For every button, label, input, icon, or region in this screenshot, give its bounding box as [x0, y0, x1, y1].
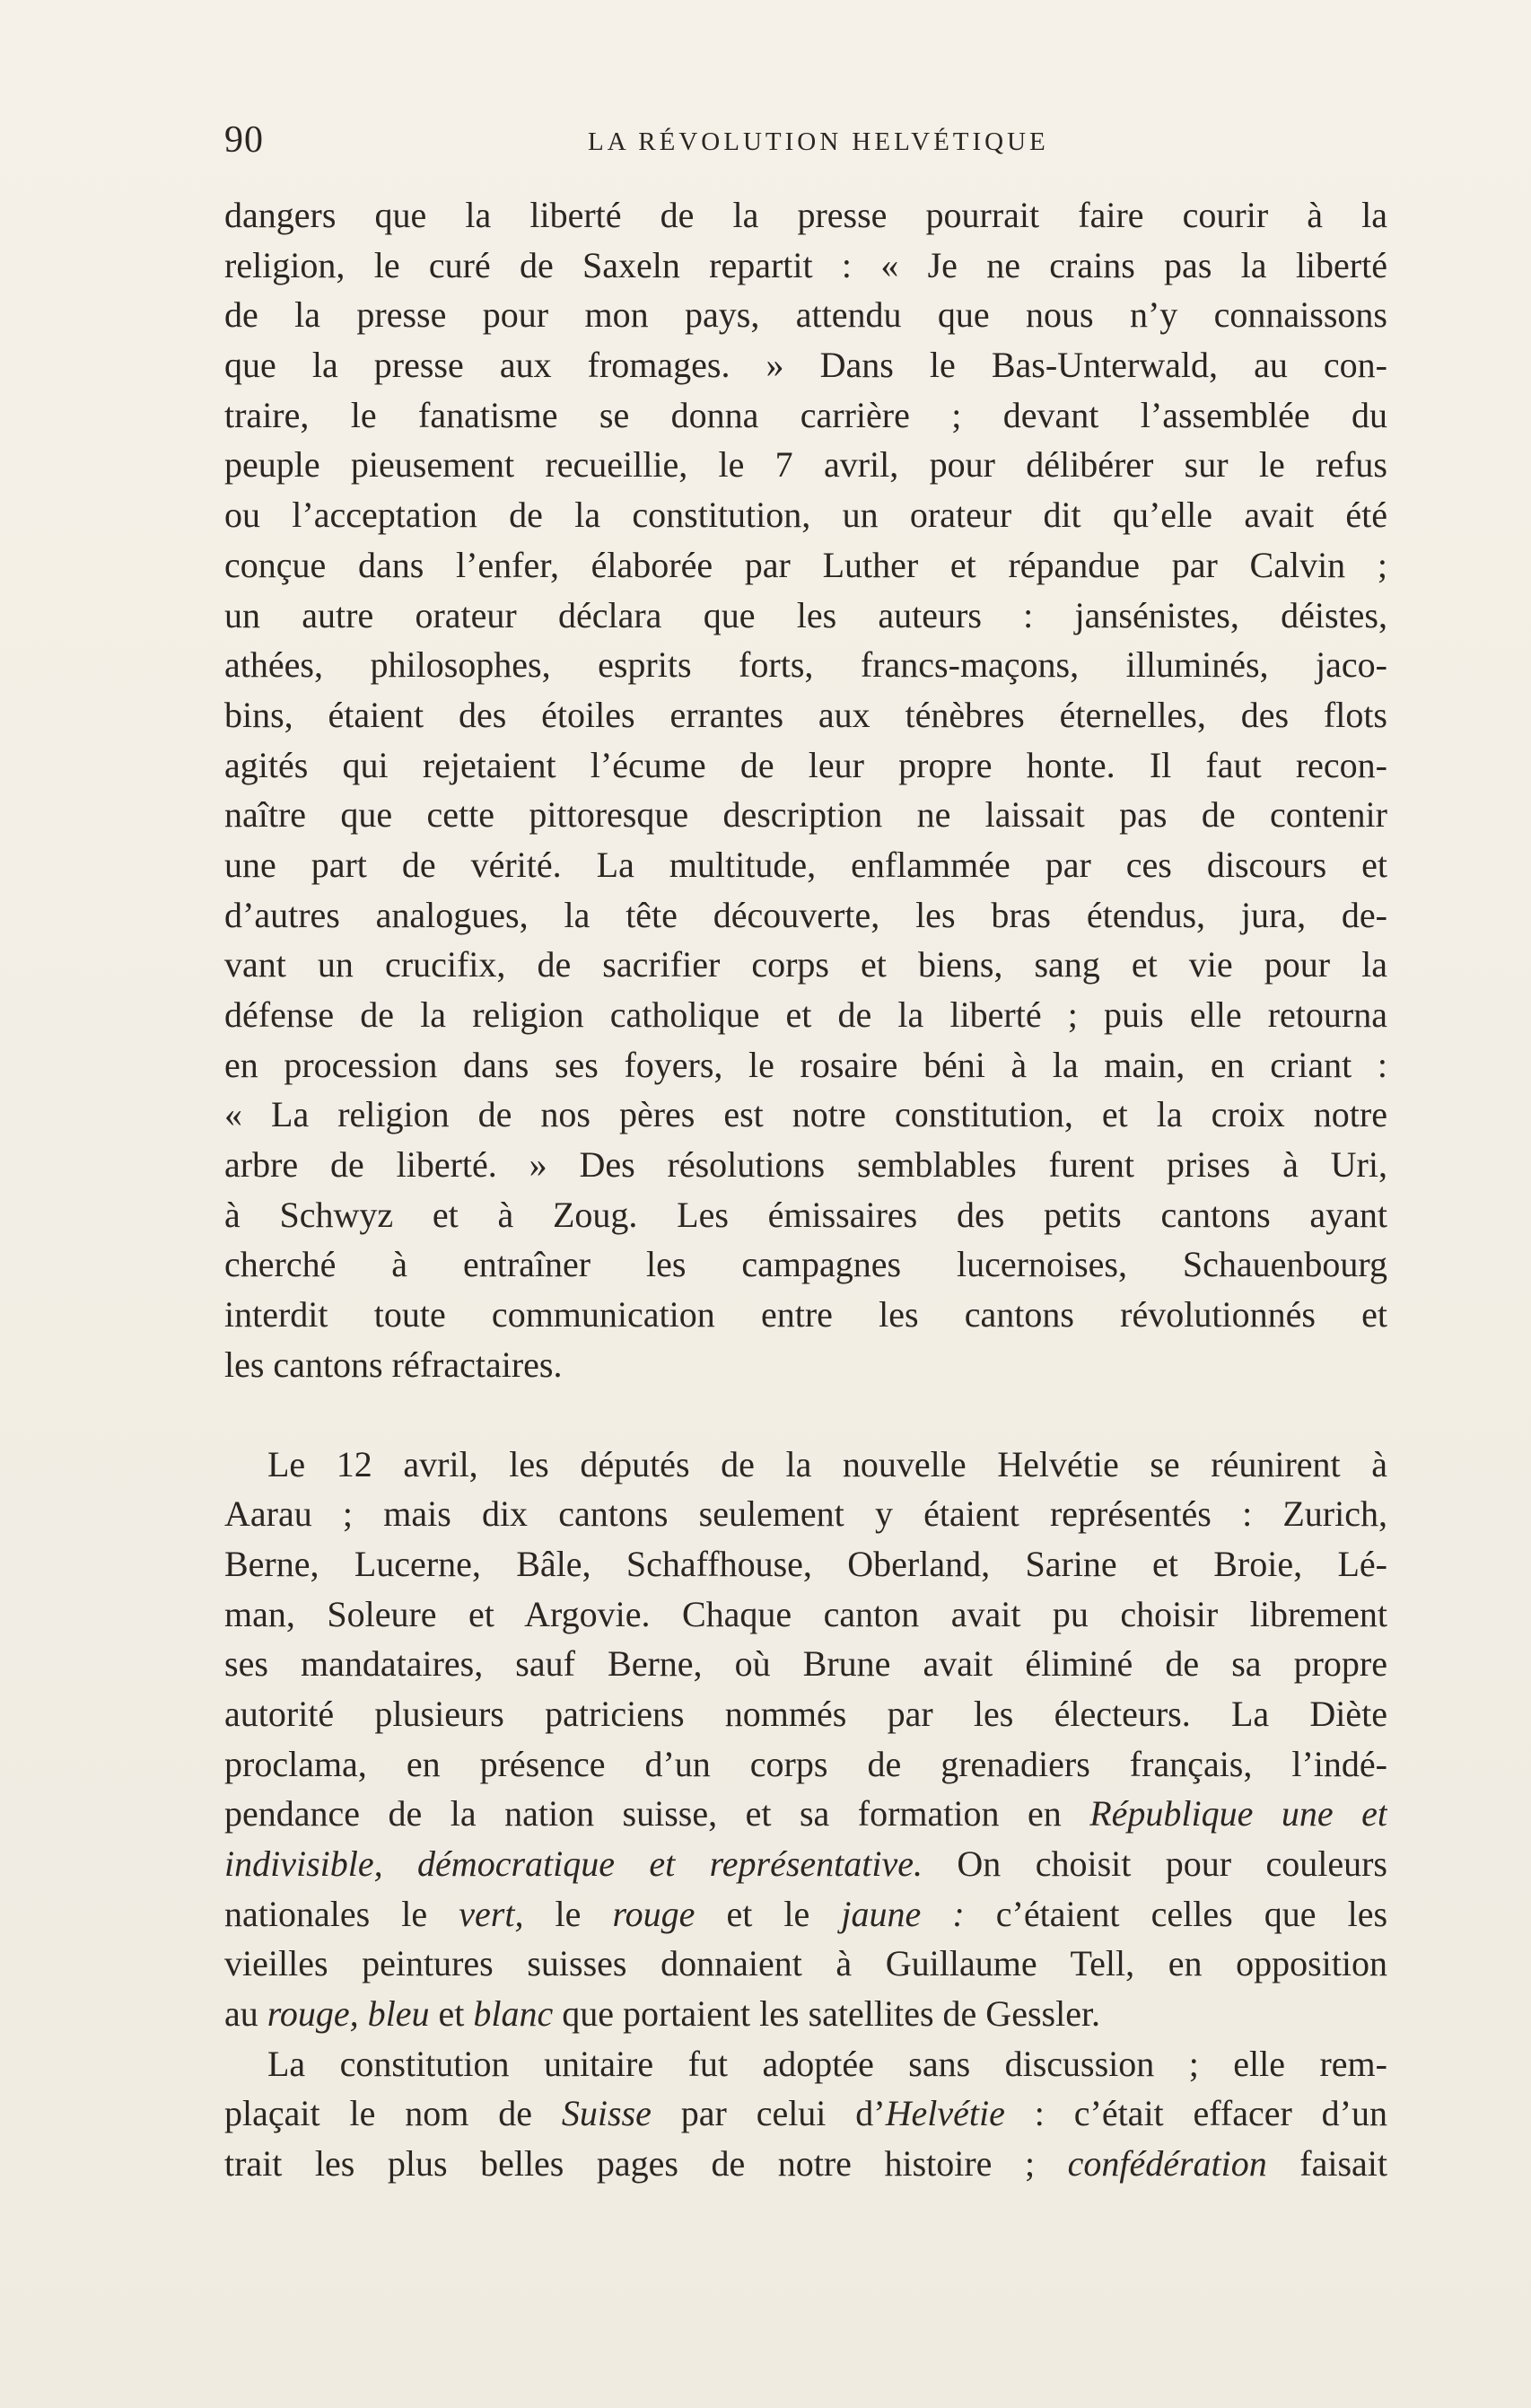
- italic-segment: rouge: [612, 1893, 696, 1934]
- italic-segment: Suisse: [561, 2093, 652, 2134]
- text-line: défense de la religion catholique et de la liberté ; puis elle retourna: [224, 994, 1387, 1035]
- text-line: [224, 1839, 1387, 1889]
- text-segment: c’étaient celles que les: [964, 1893, 1387, 1934]
- italic-segment: confédération: [1067, 2143, 1267, 2185]
- text-line: La constitution unitaire fut adoptée sans discussion ; elle rem-: [267, 2043, 1387, 2084]
- text-line: Berne, Lucerne, Bâle, Schaffhouse, Oberland, Sarine et Broie, Lé-: [224, 1543, 1387, 1584]
- text-line: peuple pieusement recueillie, le 7 avril, pour délibérer sur le refus: [224, 444, 1387, 486]
- text-line: les cantons réfractaires.: [224, 1344, 563, 1385]
- text-line: [224, 1989, 1387, 2039]
- text-segment: faisait: [1266, 2143, 1387, 2185]
- text-line: d’autres analogues, la tête découverte, les bras étendus, jura, de-: [224, 894, 1387, 935]
- italic-segment: République une et: [1089, 1793, 1387, 1834]
- text-segment: que portaient les satellites de Gessler.: [553, 1993, 1101, 2035]
- text-line: « La religion de nos pères est notre constitution, et la croix notre: [224, 1094, 1387, 1135]
- text-line: que la presse aux fromages. » Dans le Bas-Unterwald, au con-: [224, 345, 1387, 386]
- italic-segment: jaune :: [841, 1893, 965, 1934]
- text-line: en procession dans ses foyers, le rosaire béni à la main, en criant :: [224, 1044, 1387, 1085]
- text-segment: au: [224, 1993, 267, 2035]
- text-segment: nationales le: [224, 1893, 459, 1934]
- paragraph-3: [224, 2039, 1387, 2189]
- paragraph-1: [224, 190, 1387, 1390]
- text-segment: et le: [695, 1893, 842, 1934]
- text-segment: le: [523, 1893, 613, 1934]
- text-line: [224, 2088, 1387, 2139]
- text-line: proclama, en présence d’un corps de grenadiers français, l’indé-: [224, 1743, 1387, 1784]
- text-line: man, Soleure et Argovie. Chaque canton avait pu choisir librement: [224, 1593, 1387, 1634]
- italic-segment: rouge,: [267, 1993, 359, 2035]
- text-line: un autre orateur déclara que les auteurs : jansénistes, déistes,: [224, 594, 1387, 635]
- italic-segment: bleu: [367, 1993, 430, 2035]
- text-line: traire, le fanatisme se donna carrière ; devant l’assemblée du: [224, 394, 1387, 435]
- italic-segment: blanc: [473, 1993, 554, 2035]
- text-segment: trait les plus belles pages de notre histoire ;: [224, 2143, 1068, 2185]
- page-number: 90: [224, 119, 264, 161]
- text-line: autorité plusieurs patriciens nommés par les électeurs. La Diète: [224, 1693, 1387, 1734]
- text-line: Aarau ; mais dix cantons seulement y étaient représentés : Zurich,: [224, 1493, 1387, 1535]
- text-segment: plaçait le nom de: [224, 2093, 562, 2134]
- text-segment: et: [429, 1993, 474, 2035]
- text-line: à Schwyz et à Zoug. Les émissaires des petits cantons ayant: [224, 1194, 1387, 1235]
- text-line: ou l’acceptation de la constitution, un orateur dit qu’elle avait été: [224, 495, 1387, 536]
- text-line: [224, 1889, 1387, 1940]
- text-line: vieilles peintures suisses donnaient à Guillaume Tell, en opposition: [224, 1943, 1387, 1984]
- text-line: [224, 1789, 1387, 1839]
- text-line: arbre de liberté. » Des résolutions semblables furent prises à Uri,: [224, 1144, 1387, 1186]
- text-segment: On choisit pour couleurs: [923, 1843, 1387, 1884]
- italic-segment: vert,: [459, 1893, 524, 1934]
- paragraph-2: [224, 1440, 1387, 2039]
- text-segment: pendance de la nation suisse, et sa formation en: [224, 1793, 1090, 1834]
- text-line: dangers que la liberté de la presse pourrait faire courir à la: [224, 195, 1387, 235]
- page-header: [224, 118, 1391, 172]
- text-line: religion, le curé de Saxeln repartit : « Je ne crains pas la liberté: [224, 244, 1387, 285]
- text-line: Le 12 avril, les députés de la nouvelle Helvétie se réunirent à: [267, 1443, 1387, 1484]
- text-line: agités qui rejetaient l’écume de leur propre honte. Il faut recon-: [224, 744, 1387, 785]
- text-line: cherché à entraîner les campagnes lucernoises, Schauenbourg: [224, 1244, 1387, 1285]
- text-line: vant un crucifix, de sacrifier corps et biens, sang et vie pour la: [224, 944, 1387, 985]
- paragraph-gap: [224, 1390, 1387, 1440]
- italic-segment: Helvétie: [885, 2093, 1005, 2134]
- text-line: ses mandataires, sauf Berne, où Brune avait éliminé de sa propre: [224, 1643, 1387, 1685]
- text-line: bins, étaient des étoiles errantes aux ténèbres éternelles, des flots: [224, 694, 1387, 735]
- text-line: de la presse pour mon pays, attendu que nous n’y connaissons: [224, 294, 1387, 336]
- text-line: conçue dans l’enfer, élaborée par Luther et répandue par Calvin ;: [224, 544, 1387, 585]
- body-text: [224, 190, 1387, 2189]
- text-line: naître que cette pittoresque description ne laissait pas de contenir: [224, 794, 1387, 836]
- text-segment: par celui d’: [651, 2093, 886, 2134]
- text-line: une part de vérité. La multitude, enflammée par ces discours et: [224, 844, 1387, 885]
- text-line: [224, 2139, 1387, 2189]
- text-segment: : c’était effacer d’un: [1004, 2093, 1387, 2134]
- italic-segment: indivisible, démocratique et représentative.: [224, 1843, 923, 1884]
- running-title: LA RÉVOLUTION HELVÉTIQUE: [588, 127, 1049, 156]
- text-line: interdit toute communication entre les cantons révolutionnés et: [224, 1294, 1387, 1335]
- text-line: athées, philosophes, esprits forts, francs-maçons, illuminés, jaco-: [224, 644, 1387, 686]
